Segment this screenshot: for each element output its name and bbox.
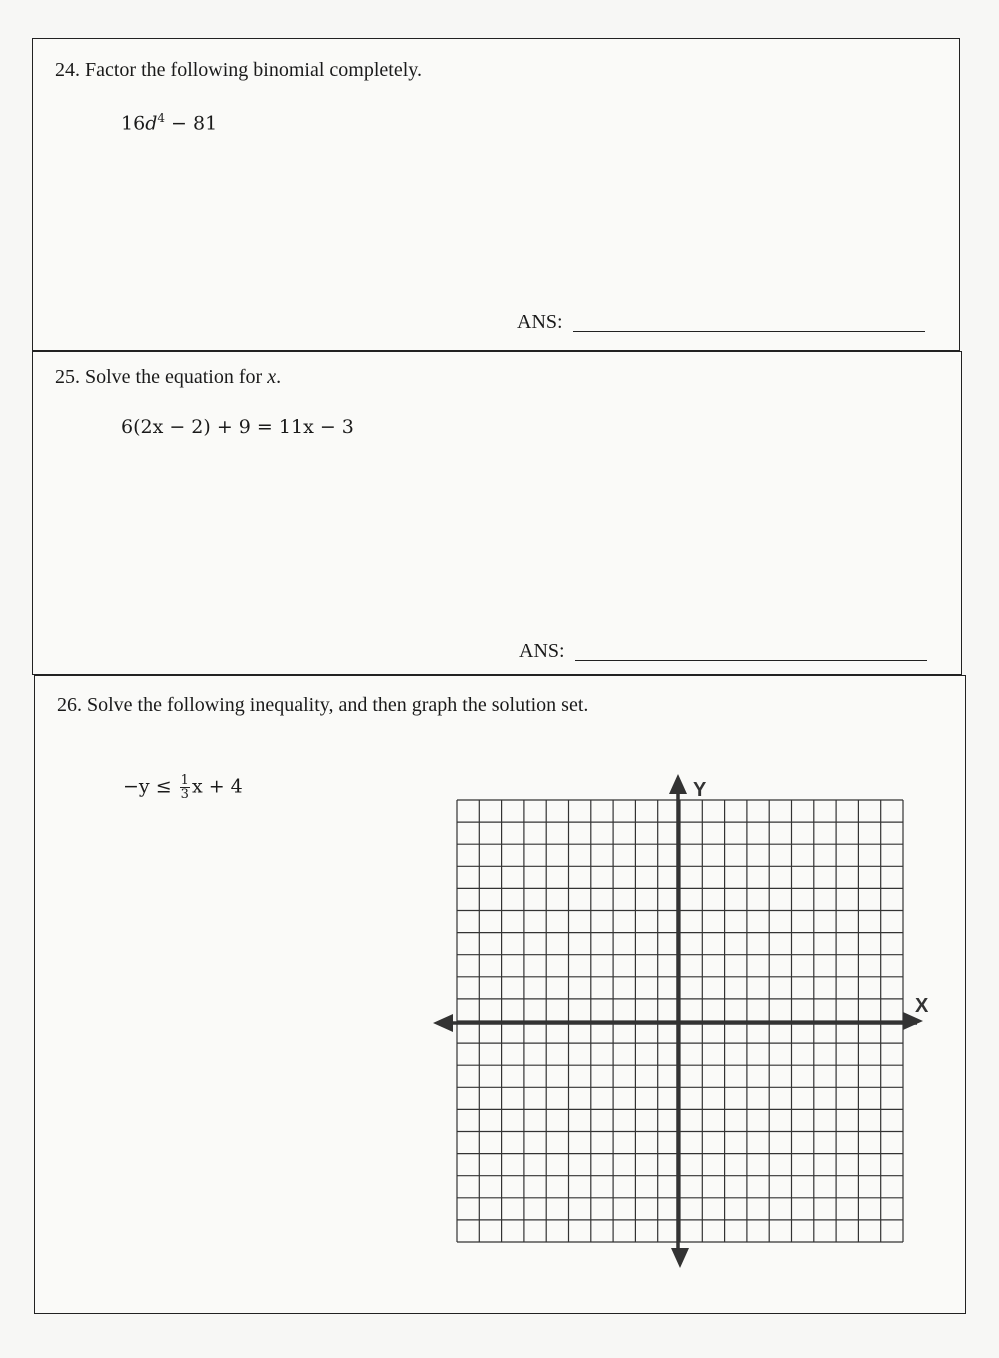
fraction bbox=[180, 774, 190, 801]
inequality-lhs: −y ≤ bbox=[123, 775, 178, 798]
prompt-variable: x bbox=[267, 366, 277, 388]
expr-constant: − 81 bbox=[165, 112, 218, 135]
question-26-box bbox=[34, 675, 966, 1314]
y-axis-label: Y bbox=[693, 779, 707, 801]
prompt-period: . bbox=[276, 366, 282, 388]
question-26-prompt: 26. Solve the following inequality, and then graph the solution set. bbox=[57, 694, 589, 716]
question-25-ans-label: ANS: bbox=[519, 640, 565, 662]
question-25-prompt bbox=[55, 366, 281, 389]
question-25-equation: 6(2x − 2) + 9 = 11x − 3 bbox=[121, 416, 354, 438]
question-26-inequality bbox=[123, 774, 243, 801]
question-24-answer-line[interactable] bbox=[573, 331, 925, 332]
x-axis-left-arrow-icon bbox=[433, 1014, 453, 1032]
x-axis-label: X bbox=[915, 995, 929, 1017]
question-24-expression bbox=[121, 111, 217, 134]
question-24-ans-label: ANS: bbox=[517, 311, 563, 333]
fraction-denominator: 3 bbox=[180, 787, 189, 802]
inequality-rhs: x + 4 bbox=[191, 775, 243, 798]
y-axis-up-arrow-icon bbox=[669, 774, 687, 794]
y-axis-down-arrow-icon bbox=[671, 1248, 689, 1268]
question-24-box bbox=[32, 38, 960, 351]
fraction-numerator: 1 bbox=[180, 773, 189, 788]
expr-variable: d bbox=[145, 112, 158, 135]
expr-coefficient: 16 bbox=[121, 112, 146, 135]
grid-lines bbox=[457, 800, 903, 1242]
expr-exponent: 4 bbox=[157, 111, 165, 125]
question-25-answer-line[interactable] bbox=[575, 660, 927, 661]
prompt-text: 25. Solve the equation for bbox=[55, 366, 268, 388]
question-24-prompt: 24. Factor the following binomial completely. bbox=[55, 59, 422, 81]
coordinate-grid[interactable] bbox=[431, 772, 941, 1272]
question-25-box bbox=[32, 351, 962, 675]
